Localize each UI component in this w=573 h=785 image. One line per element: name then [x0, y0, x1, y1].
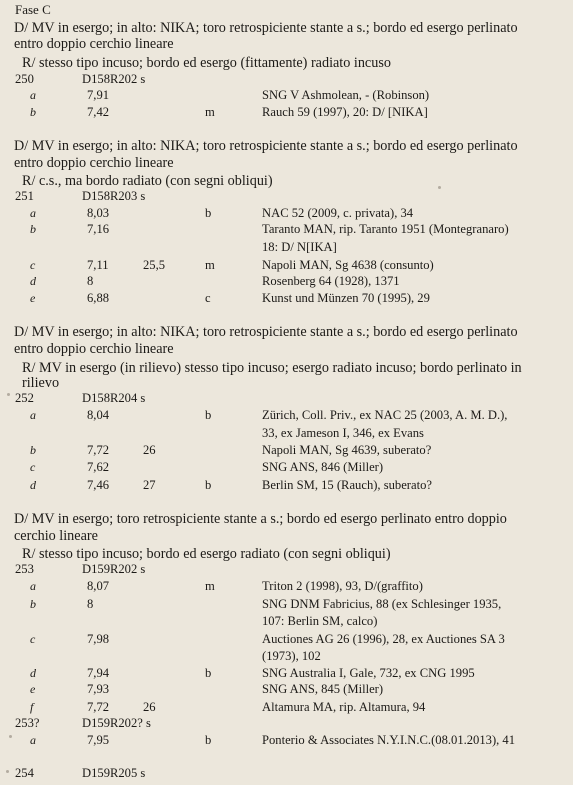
die-combination: D159R202? s: [82, 716, 151, 730]
entry-weight: 7,72: [87, 443, 110, 457]
entry-reference: Taranto MAN, rip. Taranto 1951 (Montegranaro): [262, 222, 509, 236]
entry-reference: Napoli MAN, Sg 4639, suberato?: [262, 443, 432, 457]
obverse-description: entro doppio cerchio lineare: [14, 36, 174, 52]
entry-mark: b: [205, 666, 212, 680]
entry-reference: NAC 52 (2009, c. privata), 34: [262, 206, 414, 220]
entry-reference: Triton 2 (1998), 93, D/(graffito): [262, 579, 423, 593]
obverse-description: D/ MV in esergo; toro retrospiciente stante a s.; bordo ed esergo perlinato entro doppio: [14, 511, 507, 527]
entry-weight: 7,72: [87, 700, 110, 714]
entry-letter: f: [30, 700, 34, 714]
die-combination: D158R204 s: [82, 391, 146, 405]
entry-letter: e: [30, 682, 36, 696]
section-number: 250: [15, 72, 34, 86]
entry-letter: b: [30, 222, 36, 236]
entry-reference: SNG V Ashmolean, - (Robinson): [262, 88, 430, 102]
entry-reference: (1973), 102: [262, 649, 321, 663]
entry-letter: c: [30, 460, 36, 474]
entry-mark: b: [205, 478, 212, 492]
entry-reference: Berlin SM, 15 (Rauch), suberato?: [262, 478, 432, 492]
section-number: 254: [15, 766, 34, 780]
entry-weight: 6,88: [87, 291, 110, 305]
entry-mark: b: [205, 733, 212, 747]
reverse-description: rilievo: [22, 375, 60, 391]
entry-weight: 8,03: [87, 206, 110, 220]
entry-letter: d: [30, 666, 36, 680]
obverse-description: D/ MV in esergo; in alto: NIKA; toro retrospiciente stante a s.; bordo ed esergo perlinato: [14, 324, 518, 340]
entry-reference: 33, ex Jameson I, 346, ex Evans: [262, 426, 424, 440]
entry-size: 27: [143, 478, 156, 492]
die-combination: D158R202 s: [82, 72, 146, 86]
section-number: 253?: [15, 716, 40, 730]
die-combination: D159R205 s: [82, 766, 146, 780]
entry-weight: 8,07: [87, 579, 110, 593]
entry-letter: d: [30, 478, 36, 492]
entry-letter: a: [30, 206, 36, 220]
entry-mark: b: [205, 206, 212, 220]
entry-letter: c: [30, 632, 36, 646]
entry-reference: Kunst und Münzen 70 (1995), 29: [262, 291, 430, 305]
scan-speck: [6, 770, 9, 773]
entry-reference: Ponterio & Associates N.Y.I.N.C.(08.01.2013), 41: [262, 733, 516, 747]
obverse-description: D/ MV in esergo; in alto: NIKA; toro retrospiciente stante a s.; bordo ed esergo perlinato: [14, 20, 518, 36]
obverse-description: entro doppio cerchio lineare: [14, 341, 174, 357]
entry-letter: b: [30, 443, 36, 457]
reverse-description: R/ c.s., ma bordo radiato (con segni obliqui): [22, 173, 273, 189]
entry-weight: 7,16: [87, 222, 110, 236]
entry-weight: 7,91: [87, 88, 110, 102]
entry-mark: c: [205, 291, 211, 305]
entry-reference: SNG Australia I, Gale, 732, ex CNG 1995: [262, 666, 475, 680]
section-number: 252: [15, 391, 34, 405]
entry-reference: SNG ANS, 845 (Miller): [262, 682, 384, 696]
entry-mark: b: [205, 408, 212, 422]
obverse-description: cerchio lineare: [14, 528, 98, 544]
entry-weight: 7,11: [87, 258, 109, 272]
scan-speck: [7, 393, 10, 396]
entry-reference: SNG DNM Fabricius, 88 (ex Schlesinger 1935,: [262, 597, 502, 611]
entry-weight: 7,62: [87, 460, 110, 474]
entry-weight: 7,95: [87, 733, 110, 747]
scan-speck: [438, 186, 441, 189]
section-number: 251: [15, 189, 34, 203]
entry-letter: a: [30, 579, 36, 593]
obverse-description: entro doppio cerchio lineare: [14, 155, 174, 171]
entry-letter: b: [30, 597, 36, 611]
entry-letter: b: [30, 105, 36, 119]
reverse-description: R/ MV in esergo (in rilievo) stesso tipo incuso; esergo radiato incuso; bordo perlinato in: [22, 360, 522, 376]
entry-reference: Altamura MA, rip. Altamura, 94: [262, 700, 426, 714]
entry-mark: m: [205, 579, 215, 593]
entry-weight: 8,04: [87, 408, 110, 422]
entry-mark: m: [205, 258, 215, 272]
entry-reference: 107: Berlin SM, calco): [262, 614, 378, 628]
entry-reference: 18: D/ N[IKA]: [262, 240, 337, 254]
entry-weight: 7,42: [87, 105, 110, 119]
entry-size: 25,5: [143, 258, 166, 272]
entry-letter: a: [30, 733, 36, 747]
entry-weight: 7,94: [87, 666, 110, 680]
entry-letter: a: [30, 408, 36, 422]
section-number: 253: [15, 562, 34, 576]
entry-reference: Rauch 59 (1997), 20: D/ [NIKA]: [262, 105, 428, 119]
entry-weight: 7,46: [87, 478, 110, 492]
entry-letter: c: [30, 258, 36, 272]
entry-reference: Rosenberg 64 (1928), 1371: [262, 274, 400, 288]
entry-letter: e: [30, 291, 36, 305]
entry-letter: a: [30, 88, 36, 102]
die-combination: D158R203 s: [82, 189, 146, 203]
entry-mark: m: [205, 105, 215, 119]
die-combination: D159R202 s: [82, 562, 146, 576]
reverse-description: R/ stesso tipo incuso; bordo ed esergo radiato (con segni obliqui): [22, 546, 391, 562]
entry-letter: d: [30, 274, 36, 288]
entry-reference: SNG ANS, 846 (Miller): [262, 460, 384, 474]
entry-weight: 8: [87, 274, 94, 288]
entry-reference: Auctiones AG 26 (1996), 28, ex Auctiones SA 3: [262, 632, 505, 646]
entry-weight: 8: [87, 597, 94, 611]
page-heading: Fase C: [15, 2, 51, 17]
obverse-description: D/ MV in esergo; in alto: NIKA; toro retrospiciente stante a s.; bordo ed esergo perlinato: [14, 138, 518, 154]
entry-reference: Zürich, Coll. Priv., ex NAC 25 (2003, A. M. D.),: [262, 408, 508, 422]
reverse-description: R/ stesso tipo incuso; bordo ed esergo (fittamente) radiato incuso: [22, 55, 391, 71]
entry-size: 26: [143, 443, 156, 457]
entry-reference: Napoli MAN, Sg 4638 (consunto): [262, 258, 434, 272]
entry-weight: 7,98: [87, 632, 110, 646]
entry-weight: 7,93: [87, 682, 110, 696]
entry-size: 26: [143, 700, 156, 714]
scan-speck: [9, 735, 12, 738]
